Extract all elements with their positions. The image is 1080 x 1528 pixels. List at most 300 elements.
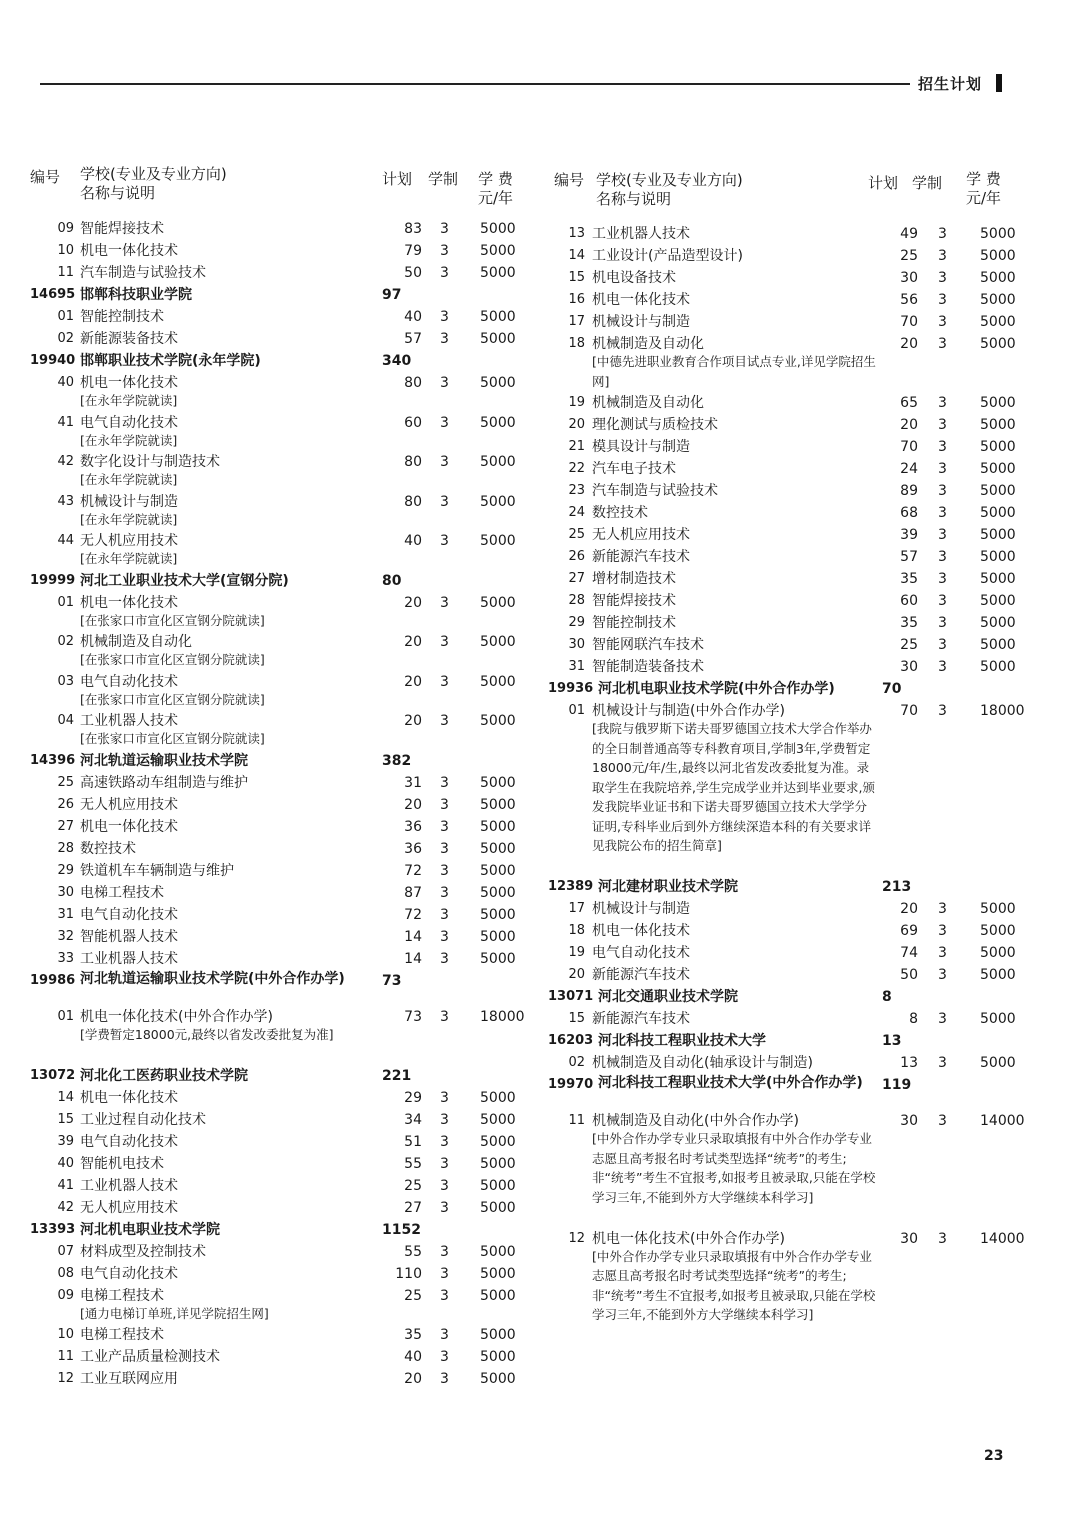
major-years: 3	[440, 673, 449, 690]
major-plan: 35	[900, 615, 918, 631]
major-years: 3	[938, 967, 947, 983]
school-plan-total: 213	[882, 879, 912, 895]
major-name: 无人机应用技术	[592, 527, 690, 543]
major-fee: 5000	[480, 774, 516, 791]
school-name: 河北科技工程职业技术大学(中外合作办学)	[598, 1075, 863, 1091]
major-years: 3	[938, 417, 947, 433]
major-fee: 5000	[480, 1199, 516, 1216]
major-code: 15	[568, 270, 585, 285]
major-plan: 20	[404, 673, 422, 690]
major-note: [通力电梯订单班,详见学院招生网]	[80, 1305, 269, 1321]
major-plan: 36	[404, 818, 422, 835]
school-name: 邯郸科技职业学院	[80, 287, 192, 303]
major-plan: 31	[404, 774, 422, 791]
col-header-plan: 计划	[382, 170, 413, 188]
school-row	[548, 1075, 1048, 1111]
major-code: 41	[57, 414, 74, 430]
school-row	[548, 1031, 1048, 1053]
major-code: 11	[57, 1349, 74, 1364]
major-name: 铁道机车车辆制造与维护	[80, 862, 234, 879]
school-code: 19940	[30, 353, 76, 368]
major-plan: 40	[404, 1349, 422, 1365]
school-name: 河北机电职业技术学院(中外合作办学)	[598, 681, 835, 697]
major-fee: 5000	[980, 1055, 1016, 1071]
major-plan: 24	[900, 461, 918, 477]
major-fee: 5000	[980, 505, 1016, 521]
major-code: 23	[568, 483, 585, 498]
major-plan: 65	[900, 395, 918, 411]
major-years: 3	[440, 454, 449, 470]
major-row	[548, 547, 1048, 569]
major-years: 3	[938, 505, 947, 521]
major-code: 22	[568, 461, 585, 476]
major-row	[548, 1053, 1048, 1075]
major-note: [在永年学院就读]	[80, 511, 178, 527]
major-fee: 5000	[480, 493, 516, 510]
major-name: 工业产品质量检测技术	[80, 1349, 220, 1365]
major-years: 3	[440, 414, 449, 431]
major-name: 无人机应用技术	[80, 1199, 178, 1216]
major-name: 智能焊接技术	[592, 593, 676, 609]
major-name: 机械制造及自动化	[80, 634, 192, 650]
major-code: 33	[57, 950, 74, 966]
major-years: 3	[938, 270, 947, 286]
major-years: 3	[440, 1243, 449, 1260]
major-plan: 70	[900, 314, 918, 330]
major-plan: 51	[404, 1133, 422, 1150]
major-fee: 5000	[980, 395, 1016, 411]
major-years: 3	[938, 615, 947, 631]
major-fee: 5000	[480, 331, 516, 347]
major-name: 机电一体化技术	[592, 292, 690, 308]
major-years: 3	[440, 1349, 449, 1365]
major-years: 3	[440, 1089, 449, 1106]
major-name: 智能制造装备技术	[592, 659, 704, 675]
major-fee: 5000	[980, 615, 1016, 631]
major-code: 02	[57, 331, 74, 346]
major-name: 工业机器人技术	[80, 950, 178, 967]
major-name: 电气自动化技术	[80, 1133, 178, 1150]
col-header-school: 学校(专业及专业方向) 名称与说明	[80, 165, 227, 202]
school-row	[548, 679, 1048, 701]
major-row	[30, 861, 530, 883]
major-code: 31	[57, 906, 74, 922]
major-code: 12	[568, 1230, 585, 1246]
school-name: 河北机电职业技术学院	[80, 1221, 220, 1238]
major-name: 新能源汽车技术	[592, 549, 690, 565]
major-row	[30, 883, 530, 905]
major-fee: 5000	[980, 967, 1016, 983]
major-fee: 5000	[480, 375, 516, 391]
major-years: 3	[440, 1133, 449, 1150]
major-years: 3	[440, 634, 449, 650]
major-code: 08	[57, 1265, 74, 1281]
major-plan: 30	[900, 270, 918, 286]
major-fee: 5000	[980, 593, 1016, 609]
school-plan-total: 73	[382, 972, 402, 989]
major-fee: 5000	[980, 1011, 1016, 1027]
major-row	[548, 899, 1048, 921]
major-code: 14	[568, 248, 585, 263]
major-code: 01	[57, 1008, 74, 1024]
major-name: 机电设备技术	[592, 270, 676, 286]
major-fee: 5000	[980, 659, 1016, 675]
major-code: 40	[57, 1155, 74, 1171]
major-row	[548, 569, 1048, 591]
major-code: 27	[57, 818, 74, 834]
major-fee: 18000	[980, 703, 1025, 719]
major-name: 高速铁路动车组制造与维护	[80, 774, 248, 791]
major-code: 07	[57, 1243, 74, 1259]
major-plan: 14	[404, 928, 422, 945]
major-plan: 14	[404, 950, 422, 967]
col-header-code: 编号	[30, 168, 61, 186]
major-row	[548, 921, 1048, 943]
major-note: [在永年学院就读]	[80, 393, 178, 408]
major-fee: 5000	[480, 1089, 516, 1106]
school-code: 14396	[30, 752, 76, 768]
major-plan: 35	[900, 571, 918, 587]
major-years: 3	[440, 774, 449, 791]
major-fee: 5000	[980, 483, 1016, 499]
major-plan: 20	[900, 901, 918, 917]
major-name: 机械制造及自动化(轴承设计与制造)	[592, 1055, 813, 1071]
major-years: 3	[440, 884, 449, 901]
major-years: 3	[440, 309, 449, 325]
major-code: 01	[568, 703, 585, 718]
major-note: [在张家口市宣化区宣钢分院就读]	[80, 691, 265, 707]
major-name: 材料成型及控制技术	[80, 1243, 206, 1260]
major-code: 41	[57, 1177, 74, 1193]
major-name: 智能焊接技术	[80, 221, 164, 237]
major-fee: 5000	[980, 571, 1016, 587]
major-years: 3	[938, 901, 947, 917]
major-row	[548, 1009, 1048, 1031]
school-name: 河北化工医药职业技术学院	[80, 1067, 248, 1084]
major-fee: 5000	[480, 1155, 516, 1172]
major-plan: 30	[900, 1230, 918, 1247]
major-plan: 68	[900, 505, 918, 521]
major-fee: 5000	[480, 884, 516, 901]
school-name: 河北交通职业技术学院	[598, 989, 738, 1005]
page-number: 23	[984, 1448, 1004, 1464]
school-code: 19936	[548, 681, 594, 696]
major-row	[548, 437, 1048, 459]
major-code: 10	[57, 243, 74, 258]
major-plan: 57	[404, 331, 422, 347]
major-code: 18	[568, 336, 585, 351]
school-plan-total: 221	[382, 1067, 412, 1084]
major-fee: 5000	[480, 906, 516, 923]
major-fee: 5000	[480, 1111, 516, 1128]
major-years: 3	[440, 818, 449, 835]
major-fee: 5000	[480, 673, 516, 690]
major-row	[30, 263, 530, 285]
major-code: 28	[568, 593, 585, 608]
major-plan: 49	[900, 226, 918, 242]
school-plan-total: 13	[882, 1033, 902, 1049]
major-plan: 27	[404, 1199, 422, 1216]
major-years: 3	[938, 945, 947, 961]
major-row	[548, 246, 1048, 268]
school-code: 12389	[548, 879, 594, 894]
major-plan: 50	[404, 265, 422, 281]
major-years: 3	[440, 1327, 449, 1343]
major-code: 43	[57, 493, 74, 509]
major-years: 3	[440, 594, 449, 611]
major-name: 理化测试与质检技术	[592, 417, 718, 433]
major-fee: 5000	[980, 270, 1016, 286]
major-row	[30, 1264, 530, 1286]
major-years: 3	[938, 1230, 947, 1247]
school-plan-total: 340	[382, 353, 412, 369]
major-name: 智能网联汽车技术	[592, 637, 704, 653]
major-name: 智能控制技术	[80, 309, 164, 325]
major-row	[30, 1369, 530, 1391]
major-years: 3	[440, 375, 449, 391]
major-name: 机电一体化技术(中外合作办学)	[80, 1008, 273, 1025]
major-fee: 5000	[480, 713, 516, 729]
major-note: [我院与俄罗斯下诺夫哥罗德国立技术大学合作举办的全日制普通高等专科教育项目,学制3年,学费暂定18000元/年/生,最终以河北省发改委批复为准。录取学生在我院培养,学生完成学业并达到毕业要求,颁发我院毕业证书和下诺夫哥罗德国立技术大学学分证明,专科毕业后到外方继续深造本科的有关要求详见我院公布的招生简章]	[592, 721, 875, 853]
school-plan-total: 1152	[382, 1221, 421, 1238]
major-name: 智能机器人技术	[80, 928, 178, 945]
major-row	[548, 965, 1048, 987]
header-title: 招生计划	[918, 75, 983, 93]
major-name: 新能源汽车技术	[592, 967, 690, 983]
major-fee: 5000	[980, 901, 1016, 917]
major-years: 3	[938, 292, 947, 308]
major-code: 04	[57, 713, 74, 728]
major-years: 3	[440, 1177, 449, 1194]
major-name: 新能源装备技术	[80, 331, 178, 347]
major-name: 机械设计与制造	[80, 493, 178, 510]
major-years: 3	[440, 1008, 449, 1025]
major-plan: 39	[900, 527, 918, 543]
major-plan: 60	[404, 414, 422, 431]
major-plan: 20	[900, 417, 918, 433]
col-header-school: 学校(专业及专业方向) 名称与说明	[596, 171, 743, 208]
major-row	[30, 1132, 530, 1154]
major-fee: 5000	[980, 549, 1016, 565]
major-note: [中外合作办学专业只录取填报有中外合作办学专业志愿且高考报名时考试类型选择“统考”的考生;非“统考”考生不宜报考,如报考且被录取,只能在学校学习三年,不能到外方大学继续本科学习]	[592, 1248, 876, 1322]
major-years: 3	[440, 1265, 449, 1282]
major-fee: 5000	[980, 314, 1016, 330]
col-header-years: 学制	[428, 170, 459, 188]
major-years: 3	[938, 637, 947, 653]
school-row	[30, 1220, 530, 1242]
major-years: 3	[440, 950, 449, 967]
major-code: 20	[568, 967, 585, 982]
major-years: 3	[938, 439, 947, 455]
major-fee: 5000	[480, 1327, 516, 1343]
major-plan: 69	[900, 923, 918, 939]
major-row	[548, 591, 1048, 613]
school-plan-total: 119	[882, 1077, 912, 1093]
major-fee: 5000	[480, 634, 516, 650]
major-row	[548, 290, 1048, 312]
major-row	[548, 635, 1048, 657]
major-years: 3	[938, 336, 947, 352]
school-plan-total: 8	[882, 989, 892, 1005]
school-name: 河北轨道运输职业技术学院(中外合作办学)	[80, 970, 345, 987]
major-code: 40	[57, 375, 74, 390]
major-code: 32	[57, 928, 74, 944]
major-code: 30	[568, 637, 585, 652]
major-row	[548, 525, 1048, 547]
major-row	[30, 927, 530, 949]
major-years: 3	[938, 593, 947, 609]
major-note: [在永年学院就读]	[80, 432, 178, 448]
major-fee: 5000	[480, 533, 516, 549]
major-row	[548, 415, 1048, 437]
school-code: 13393	[30, 1221, 76, 1237]
major-row	[548, 459, 1048, 481]
major-plan: 25	[900, 637, 918, 653]
major-plan: 35	[404, 1327, 422, 1343]
major-plan: 20	[404, 796, 422, 813]
major-plan: 36	[404, 840, 422, 857]
major-code: 24	[568, 505, 585, 520]
major-fee: 5000	[480, 414, 516, 431]
major-row	[548, 312, 1048, 334]
major-code: 21	[568, 439, 585, 454]
major-name: 电梯工程技术	[80, 884, 164, 901]
major-row	[548, 393, 1048, 415]
major-name: 机械设计与制造	[592, 314, 690, 330]
major-name: 汽车制造与试验技术	[80, 265, 206, 281]
major-plan: 60	[900, 593, 918, 609]
major-row	[30, 905, 530, 927]
major-code: 29	[568, 615, 585, 630]
major-name: 增材制造技术	[592, 571, 676, 587]
major-name: 工业机器人技术	[80, 1177, 178, 1194]
major-fee: 18000	[480, 1008, 525, 1025]
school-name: 河北建材职业技术学院	[598, 879, 738, 895]
major-plan: 73	[404, 1008, 422, 1025]
major-row	[548, 613, 1048, 635]
major-code: 09	[57, 1287, 74, 1303]
major-note: [在张家口市宣化区宣钢分院就读]	[80, 731, 265, 746]
school-row	[30, 971, 530, 1007]
major-code: 01	[57, 594, 74, 610]
major-code: 16	[568, 292, 585, 307]
major-code: 18	[568, 923, 585, 938]
school-row	[30, 571, 530, 593]
major-name: 工业过程自动化技术	[80, 1111, 206, 1128]
major-code: 25	[57, 774, 74, 790]
major-code: 28	[57, 840, 74, 856]
major-code: 02	[568, 1055, 585, 1070]
major-fee: 14000	[980, 1230, 1025, 1247]
major-plan: 20	[404, 1371, 422, 1387]
major-row	[30, 1088, 530, 1110]
major-plan: 83	[404, 221, 422, 237]
major-name: 智能机电技术	[80, 1155, 164, 1172]
major-plan: 25	[404, 1177, 422, 1194]
col-header-fee: 学 费 元/年	[478, 170, 514, 207]
major-years: 3	[938, 659, 947, 675]
major-years: 3	[440, 1287, 449, 1304]
major-years: 3	[440, 243, 449, 259]
major-plan: 72	[404, 862, 422, 879]
major-plan: 34	[404, 1111, 422, 1128]
school-row	[548, 877, 1048, 899]
major-fee: 5000	[980, 527, 1016, 543]
major-code: 10	[57, 1327, 74, 1342]
major-fee: 5000	[480, 594, 516, 611]
major-name: 机电一体化技术	[80, 243, 178, 259]
major-name: 机械设计与制造(中外合作办学)	[592, 703, 785, 719]
major-name: 汽车电子技术	[592, 461, 676, 477]
major-plan: 56	[900, 292, 918, 308]
major-code: 26	[57, 796, 74, 812]
major-plan: 80	[404, 375, 422, 391]
major-name: 电气自动化技术	[80, 1265, 178, 1282]
major-code: 17	[568, 314, 585, 329]
major-years: 3	[938, 549, 947, 565]
school-code: 19999	[30, 572, 76, 588]
major-name: 机电一体化技术	[80, 818, 178, 835]
major-code: 11	[568, 1113, 585, 1128]
major-fee: 5000	[980, 292, 1016, 308]
major-code: 25	[568, 527, 585, 542]
major-code: 13	[568, 226, 585, 241]
major-note: [在张家口市宣化区宣钢分院就读]	[80, 652, 265, 667]
major-row	[548, 503, 1048, 525]
major-code: 15	[57, 1111, 74, 1127]
col-header-plan: 计划	[868, 174, 899, 192]
school-row	[30, 1066, 530, 1088]
major-fee: 5000	[480, 1265, 516, 1282]
major-plan: 70	[900, 703, 918, 719]
major-row	[548, 657, 1048, 679]
school-name: 河北科技工程职业技术大学	[598, 1033, 766, 1049]
major-fee: 5000	[480, 309, 516, 325]
major-note: [中德先进职业教育合作项目试点专业,详见学院招生网]	[592, 354, 876, 389]
major-years: 3	[440, 533, 449, 549]
major-row	[548, 481, 1048, 503]
major-code: 01	[57, 309, 74, 324]
header-bar	[996, 74, 1002, 92]
major-row	[30, 1347, 530, 1369]
major-plan: 110	[395, 1265, 422, 1282]
major-fee: 5000	[480, 265, 516, 281]
school-code: 13072	[30, 1067, 76, 1083]
major-name: 智能控制技术	[592, 615, 676, 631]
major-note: [在永年学院就读]	[80, 551, 178, 566]
major-note: [学费暂定18000元,最终以省发改委批复为准]	[80, 1026, 334, 1042]
major-years: 3	[440, 840, 449, 857]
major-fee: 5000	[480, 796, 516, 813]
major-plan: 20	[404, 594, 422, 611]
major-code: 39	[57, 1133, 74, 1149]
major-plan: 30	[900, 1113, 918, 1129]
major-name: 电气自动化技术	[80, 414, 178, 431]
major-plan: 72	[404, 906, 422, 923]
major-row	[30, 1198, 530, 1220]
major-plan: 55	[404, 1155, 422, 1172]
major-plan: 20	[404, 713, 422, 729]
major-years: 3	[938, 395, 947, 411]
major-fee: 5000	[480, 1243, 516, 1260]
major-code: 15	[568, 1011, 585, 1026]
major-name: 电梯工程技术	[80, 1327, 164, 1343]
major-plan: 80	[404, 454, 422, 470]
major-name: 工业互联网应用	[80, 1371, 178, 1387]
major-row	[30, 1176, 530, 1198]
school-code: 19970	[548, 1077, 594, 1092]
header-rule	[40, 83, 910, 85]
